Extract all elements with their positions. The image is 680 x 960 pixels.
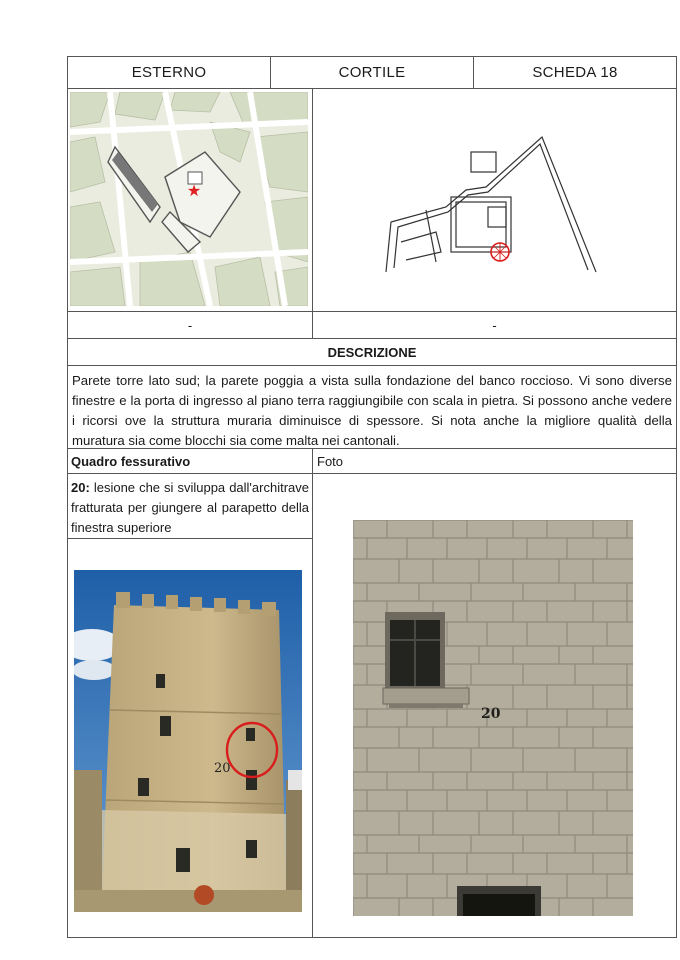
header-cortile: CORTILE [270, 56, 474, 89]
description-text: Parete torre lato sud; la parete poggia a vista sulla fondazione del banco roccioso. Vi sono diverse finestre e la porta di ingresso al piano terra raggiungibile con scala in pietra. Si possono anche vedere i ricorsi ove la struttura muraria diminuisce di spessore. Si nota anche la migliore qualità della muratura sia come blocchi sia come malta nei cantonali. [67, 365, 677, 449]
crack-number-separator: : [85, 480, 90, 495]
description-heading: DESCRIZIONE [67, 338, 677, 366]
photo-heading: Foto [312, 448, 677, 474]
crack-number: 20 [71, 480, 86, 495]
wall-crack-label: 20 [481, 706, 501, 722]
header-scheda: SCHEDA 18 [473, 56, 677, 89]
svg-text:★: ★ [186, 181, 202, 200]
tower-photo [74, 570, 302, 912]
crack-text: lesione che si sviluppa dall'architrave fratturata per giungere al parapetto della finestra superiore [71, 480, 309, 535]
floor-plan [316, 92, 673, 306]
floor-plan-caption: - [312, 311, 677, 339]
tower-crack-label: 20 [214, 761, 231, 776]
header-esterno: ESTERNO [67, 56, 271, 89]
crack-pattern-heading: Quadro fessurativo [67, 448, 313, 474]
crack-description [67, 473, 313, 539]
wall-photo [353, 520, 633, 916]
location-map [70, 92, 308, 306]
location-map-caption: - [67, 311, 313, 339]
